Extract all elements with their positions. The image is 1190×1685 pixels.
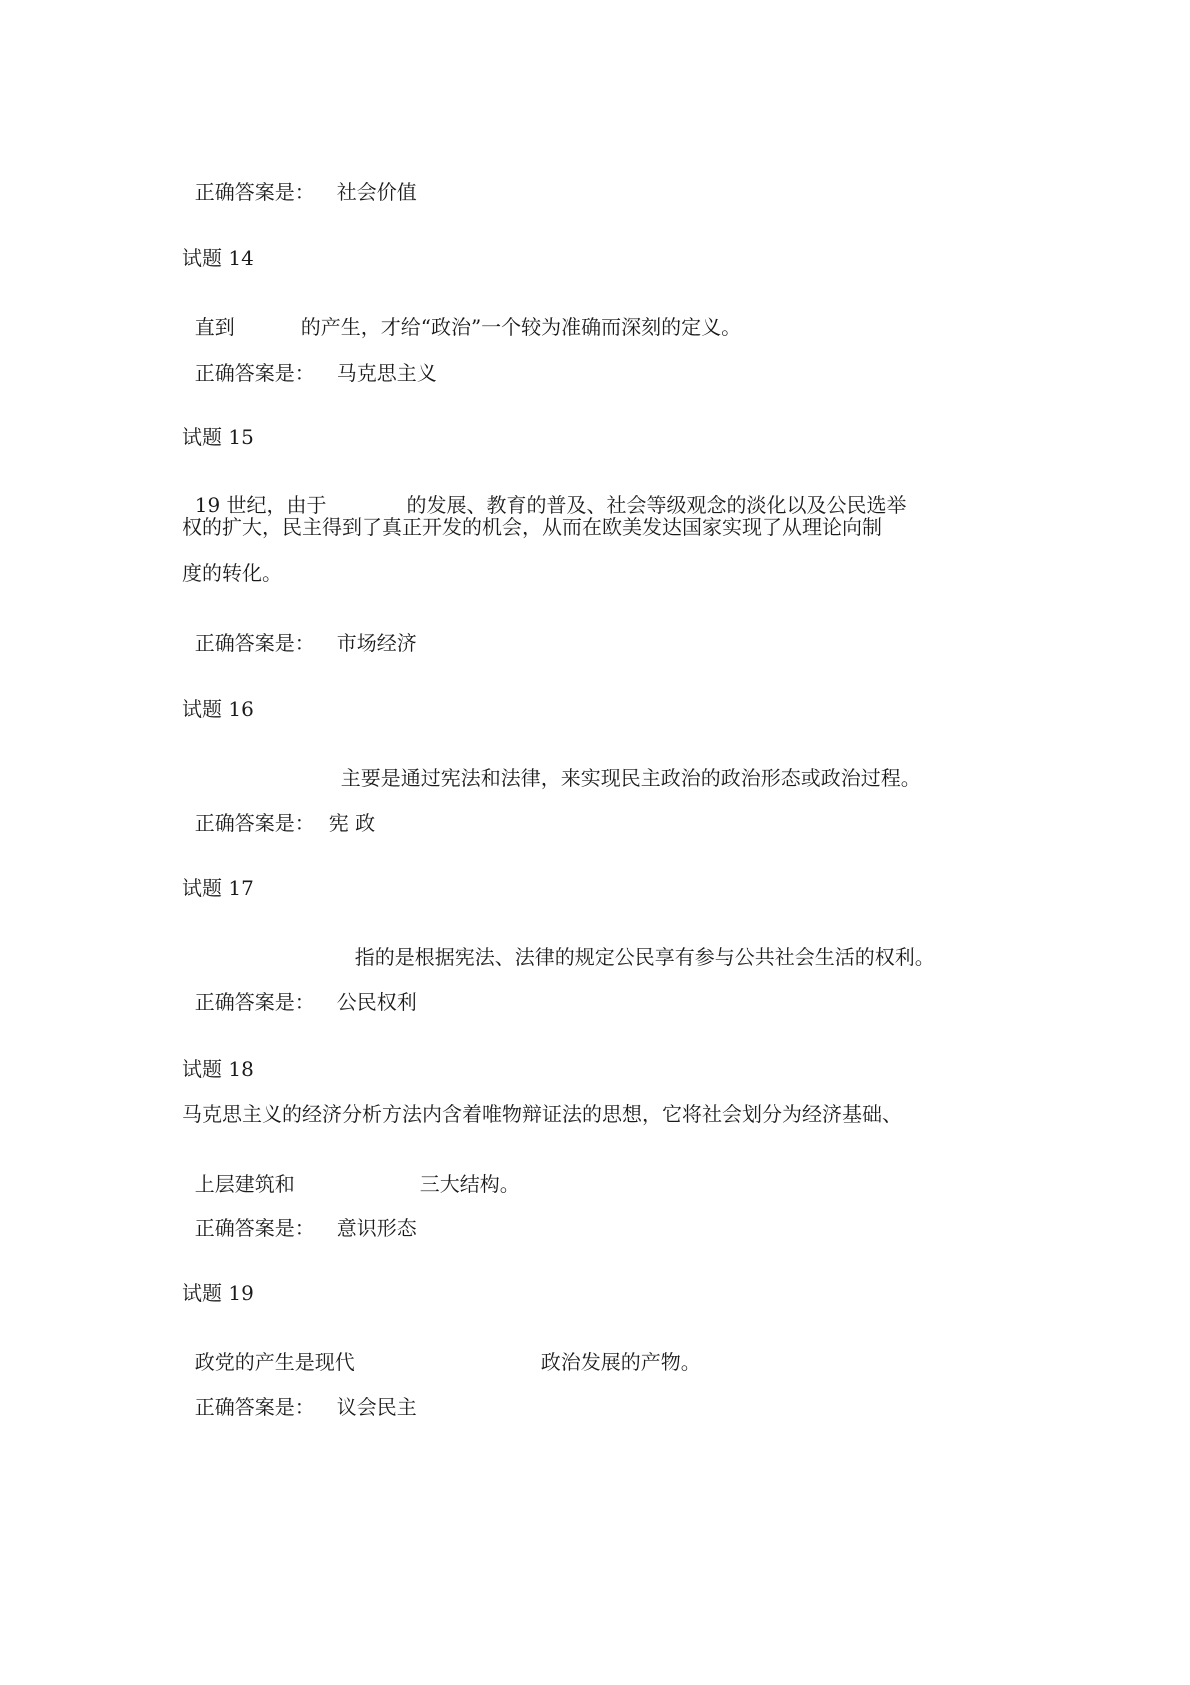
answer-value-q15: 市场经济 [336,631,417,655]
answer-label: 正确答案是： [194,180,315,204]
answer-line-q14 [182,337,437,385]
question-text-q15-line1 [182,469,907,517]
answer-value-q18: 意识形态 [336,1216,417,1240]
question-title-q16: 试题 16 [182,697,254,721]
question-text-after: 主要是通过宪法和法律，来实现民主政治的政治形态或政治过程。 [340,766,921,790]
answer-value-q14: 马克思主义 [336,361,437,385]
answer-label: 正确答案是： [194,1216,315,1240]
question-text-q17 [182,921,935,969]
answer-line-q19 [182,1371,417,1419]
question-text-after: 的发展、教育的普及、社会等级观念的淡化以及公民选举 [406,493,907,517]
question-text-before: 直到 [194,315,235,339]
answer-line-q18 [182,1192,417,1240]
answer-line-q16 [182,787,375,835]
question-text-q16 [182,742,921,790]
question-title-q19: 试题 19 [182,1281,254,1305]
answer-value-q19: 议会民主 [336,1395,417,1419]
question-title-q15: 试题 15 [182,425,254,449]
question-title-q17: 试题 17 [182,876,254,900]
question-text-after: 指的是根据宪法、法律的规定公民享有参与公共社会生活的权利。 [354,945,935,969]
question-text-before: 上层建筑和 [194,1172,295,1196]
question-text-q19 [182,1326,701,1374]
answer-line-q15 [182,607,417,655]
answer-label: 正确答案是： [194,990,315,1014]
question-text-after: 的产生，才给“政治”一个较为准确而深刻的定义。 [300,315,742,339]
question-title-q18: 试题 18 [182,1057,254,1081]
answer-value-q17: 公民权利 [336,990,417,1014]
answer-label: 正确答案是： [194,631,315,655]
question-text-before: 政党的产生是现代 [194,1350,355,1374]
question-text-q14 [182,291,741,339]
question-text-q18-line2 [182,1148,520,1196]
answer-line-q13 [182,156,417,204]
question-text-after: 政治发展的产物。 [540,1350,701,1374]
answer-value-q16: 宪 政 [328,811,376,835]
answer-label: 正确答案是： [194,1395,315,1419]
answer-label: 正确答案是： [194,361,315,385]
question-text-after: 三大结构。 [419,1172,520,1196]
question-text-q18-line1: 马克思主义的经济分析方法内含着唯物辩证法的思想，它将社会划分为经济基础、 [182,1102,902,1126]
answer-value-q13: 社会价值 [336,180,417,204]
answer-line-q17 [182,966,417,1014]
question-text-q15-line3: 度的转化。 [182,561,282,585]
question-title-q14: 试题 14 [182,246,254,270]
question-text-before: 19 世纪，由于 [194,493,327,517]
answer-label: 正确答案是： [194,811,315,835]
question-text-q15-line2: 权的扩大，民主得到了真正开发的机会，从而在欧美发达国家实现了从理论向制 [182,515,882,539]
